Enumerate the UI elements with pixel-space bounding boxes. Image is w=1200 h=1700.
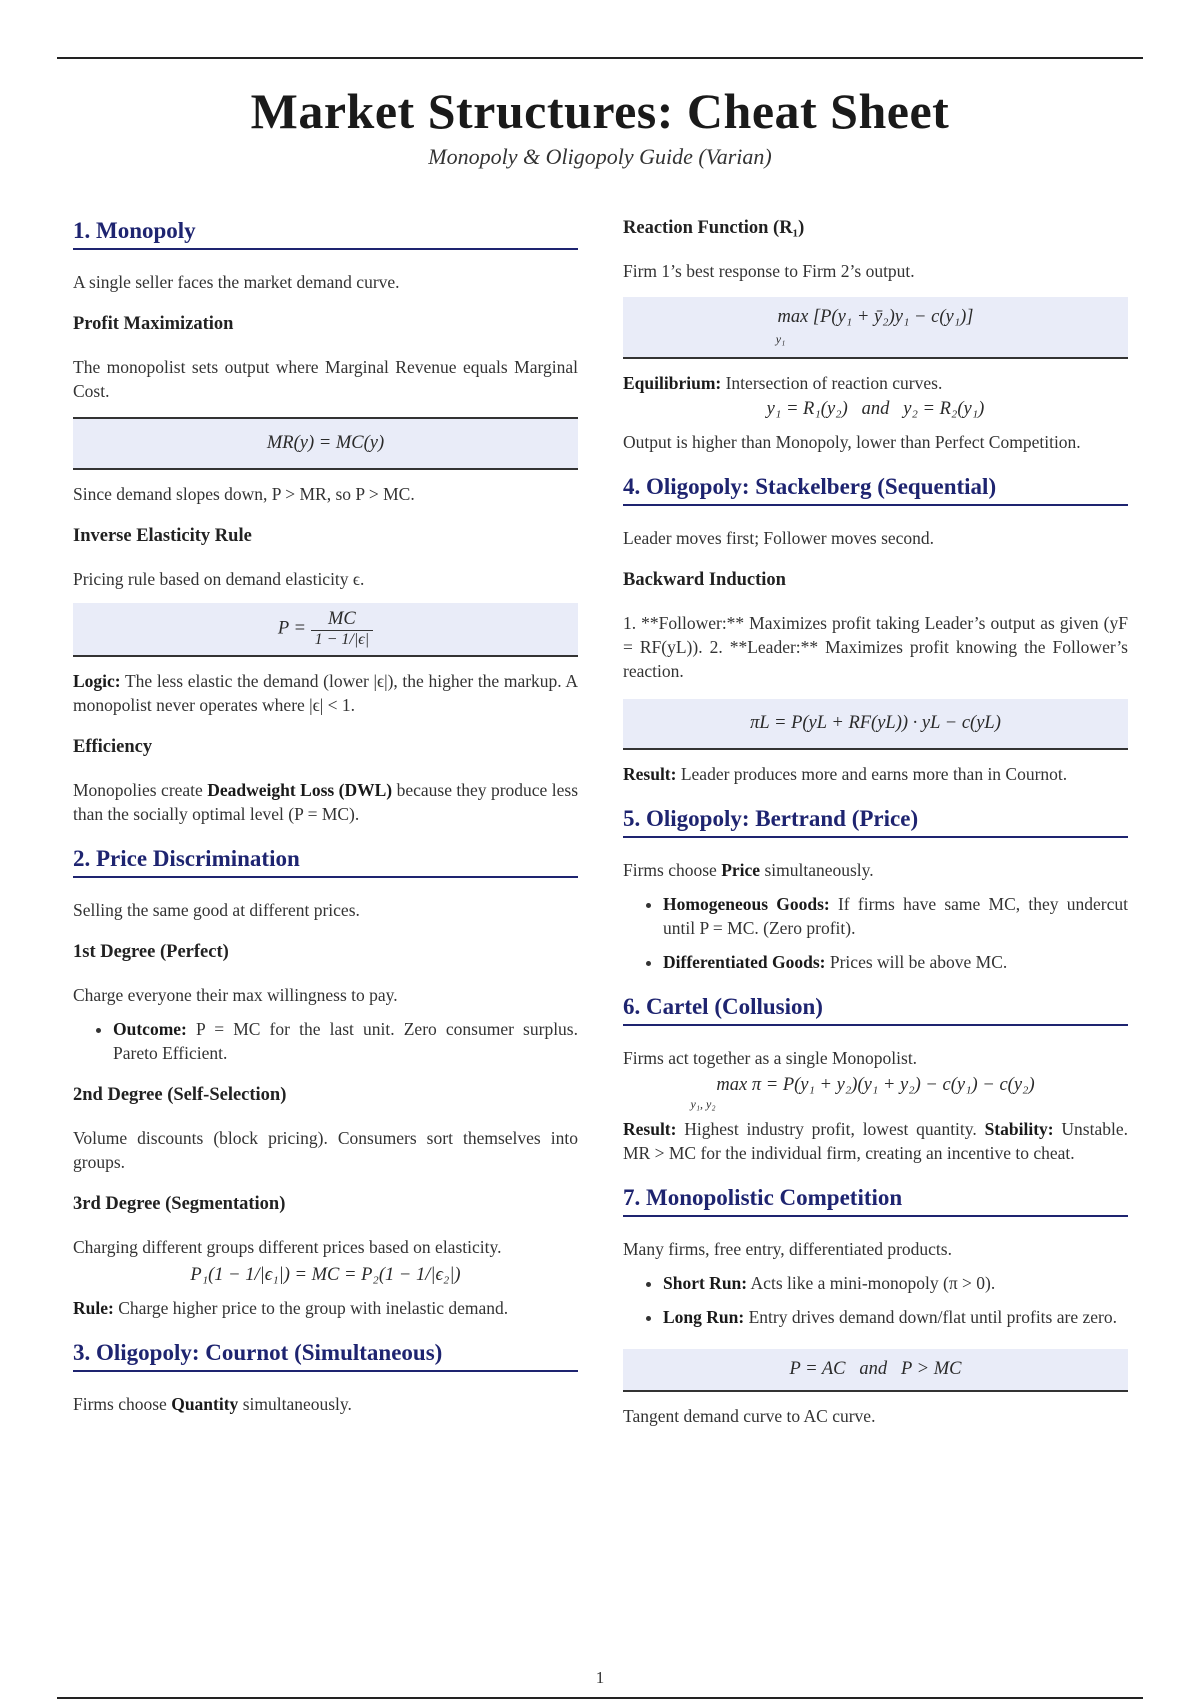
section-heading-monopolistic-competition: 7. Monopolistic Competition	[623, 1185, 1128, 1217]
price-discrimination-intro: Selling the same good at different prices.	[73, 900, 360, 920]
page-number: 1	[595, 1668, 605, 1687]
top-rule	[57, 57, 1143, 59]
list-item	[663, 892, 1128, 940]
pricing-numerator: MC	[311, 609, 373, 631]
section-heading-cartel: 6. Cartel (Collusion)	[623, 994, 1128, 1026]
subheading-third-degree: 3rd Degree (Segmentation)	[73, 1194, 286, 1214]
long-run-label: Long Run:	[663, 1307, 745, 1327]
left-column	[73, 218, 578, 1436]
monopoly-intro: A single seller faces the market demand curve.	[73, 272, 400, 292]
list-item	[663, 1305, 1128, 1329]
efficiency-bold: Deadweight Loss (DWL)	[207, 780, 393, 800]
efficiency-paragraph	[73, 778, 578, 826]
logic-paragraph	[73, 669, 578, 717]
reaction-text: Firm 1’s best response to Firm 2’s output.	[623, 261, 915, 281]
equation-mr-mc: MR(y) = MC(y)	[266, 433, 385, 453]
short-run-label: Short Run:	[663, 1273, 748, 1293]
cartel-equation: max π = P(y₁ + y₂)(y₁ + y₂) − c(y₁) − c(y₂)	[716, 1075, 1035, 1095]
equation-box-mr-mc	[73, 417, 578, 470]
equilibrium-text: Intersection of reaction curves.	[725, 373, 943, 393]
cartel-equation-subscript: y₁, y₂	[690, 1097, 716, 1111]
equilibrium-equation: y₁ = R₁(y₂) and y₂ = R₂(y₁)	[766, 399, 985, 419]
monopolistic-intro: Many firms, free entry, differentiated products.	[623, 1239, 952, 1259]
subheading-inverse-elasticity: Inverse Elasticity Rule	[73, 526, 252, 546]
backward-induction-text: 1. **Follower:** Maximizes profit taking Leader’s output as given (yF = RF(yL)). 2. **Leader:** Maximizes profit knowing the Follower’s reaction.	[623, 613, 1128, 681]
cartel-equation-block	[623, 1076, 1128, 1113]
cournot-intro-bold: Quantity	[171, 1394, 239, 1414]
bertrand-bullet1-text: If firms have same MC, they undercut until P = MC. (Zero profit).	[663, 894, 1128, 938]
first-degree-list	[73, 1017, 578, 1065]
bertrand-intro-pre: Firms choose	[623, 860, 717, 880]
bottom-rule	[57, 1697, 1143, 1699]
bertrand-intro	[623, 858, 1128, 882]
third-degree-equation: P₁(1 − 1/|ϵ₁|) = MC = P₂(1 − 1/|ϵ₂|)	[190, 1265, 461, 1285]
right-column	[623, 218, 1128, 1448]
rule-label: Rule:	[73, 1298, 114, 1318]
equilibrium-paragraph	[623, 371, 1128, 395]
list-item	[663, 950, 1128, 974]
long-run-equation: P = AC and P > MC	[789, 1359, 962, 1379]
stackelberg-result-text: Leader produces more and earns more than in Cournot.	[680, 764, 1068, 784]
bertrand-intro-post: simultaneously.	[764, 860, 874, 880]
subheading-second-degree: 2nd Degree (Self-Selection)	[73, 1085, 287, 1105]
equation-box-reaction	[623, 297, 1128, 359]
subheading-backward-induction: Backward Induction	[623, 570, 786, 590]
section-heading-cournot: 3. Oligopoly: Cournot (Simultaneous)	[73, 1340, 578, 1372]
reaction-equation-subscript: y₁	[775, 332, 786, 346]
cartel-result-text: Highest industry profit, lowest quantity.	[684, 1119, 977, 1139]
profit-max-text: The monopolist sets output where Marginal Revenue equals Marginal Cost.	[73, 357, 578, 401]
stackelberg-result-label: Result:	[623, 764, 677, 784]
cartel-stability-label: Stability:	[984, 1119, 1054, 1139]
second-degree-text: Volume discounts (block pricing). Consumers sort themselves into groups.	[73, 1128, 578, 1172]
tangent-text: Tangent demand curve to AC curve.	[623, 1406, 876, 1426]
cartel-intro: Firms act together as a single Monopolist.	[623, 1048, 918, 1068]
long-run-text: Entry drives demand down/flat until profits are zero.	[748, 1307, 1117, 1327]
bertrand-bullet2-text: Prices will be above MC.	[829, 952, 1008, 972]
cartel-result	[623, 1117, 1128, 1165]
cournot-intro-post: simultaneously.	[242, 1394, 352, 1414]
equation-box-stackelberg	[623, 699, 1128, 750]
logic-label: Logic:	[73, 671, 121, 691]
outcome-label: Outcome:	[113, 1019, 187, 1039]
cartel-stability-text: Unstable. MR > MC for the individual firm, creating an incentive to cheat.	[623, 1119, 1129, 1163]
outcome-text: P = MC for the last unit. Zero consumer surplus. Pareto Efficient.	[113, 1019, 578, 1063]
rule-text: Charge higher price to the group with inelastic demand.	[118, 1298, 509, 1318]
cartel-result-label: Result:	[623, 1119, 677, 1139]
efficiency-pre: Monopolies create	[73, 780, 203, 800]
cournot-intro-pre: Firms choose	[73, 1394, 167, 1414]
subheading-efficiency: Efficiency	[73, 737, 153, 757]
section-heading-bertrand: 5. Oligopoly: Bertrand (Price)	[623, 806, 1128, 838]
page-subtitle: Monopoly & Oligopoly Guide (Varian)	[428, 144, 772, 169]
stackelberg-intro: Leader moves first; Follower moves second.	[623, 528, 935, 548]
short-run-text: Acts like a mini-monopoly (π > 0).	[750, 1273, 996, 1293]
equilibrium-label: Equilibrium:	[623, 373, 722, 393]
output-text: Output is higher than Monopoly, lower than Perfect Competition.	[623, 432, 1081, 452]
pricing-denominator: 1 − 1/|ϵ|	[314, 631, 370, 648]
bertrand-list	[623, 892, 1128, 974]
rule-paragraph	[73, 1296, 578, 1320]
reaction-equation: max [P(y₁ + ȳ₂)y₁ − c(y₁)]	[777, 307, 974, 327]
equation-box-long-run	[623, 1349, 1128, 1392]
since-text: Since demand slopes down, P > MR, so P > MC.	[73, 484, 415, 504]
efficiency-post: because they produce less than the socially optimal level (P = MC).	[73, 780, 579, 824]
subheading-first-degree: 1st Degree (Perfect)	[73, 942, 229, 962]
list-item	[113, 1017, 578, 1065]
logic-text: The less elastic the demand (lower |ϵ|), the higher the markup. A monopolist never operates where |ϵ| < 1.	[73, 671, 578, 715]
pricing-lhs: P =	[277, 618, 306, 639]
elasticity-text: Pricing rule based on demand elasticity ϵ.	[73, 569, 365, 589]
subheading-profit-maximization: Profit Maximization	[73, 314, 234, 334]
section-heading-price-discrimination: 2. Price Discrimination	[73, 846, 578, 878]
section-heading-stackelberg: 4. Oligopoly: Stackelberg (Sequential)	[623, 474, 1128, 506]
section-heading-monopoly: 1. Monopoly	[73, 218, 578, 250]
stackelberg-equation: πL = P(yL + RF(yL)) · yL − c(yL)	[750, 713, 1001, 733]
stackelberg-result	[623, 762, 1128, 786]
pricing-fraction	[311, 609, 373, 649]
subheading-reaction-function: Reaction Function (R₁)	[623, 218, 805, 238]
monopolistic-list	[623, 1271, 1128, 1329]
page-title: Market Structures: Cheat Sheet	[250, 83, 950, 139]
bertrand-bullet1-label: Homogeneous Goods:	[663, 894, 830, 914]
cournot-intro	[73, 1392, 578, 1416]
bertrand-intro-bold: Price	[721, 860, 761, 880]
equation-box-pricing-rule	[73, 603, 578, 657]
first-degree-text: Charge everyone their max willingness to pay.	[73, 985, 398, 1005]
third-degree-text: Charging different groups different prices based on elasticity.	[73, 1237, 502, 1257]
bertrand-bullet2-label: Differentiated Goods:	[663, 952, 826, 972]
list-item	[663, 1271, 1128, 1295]
